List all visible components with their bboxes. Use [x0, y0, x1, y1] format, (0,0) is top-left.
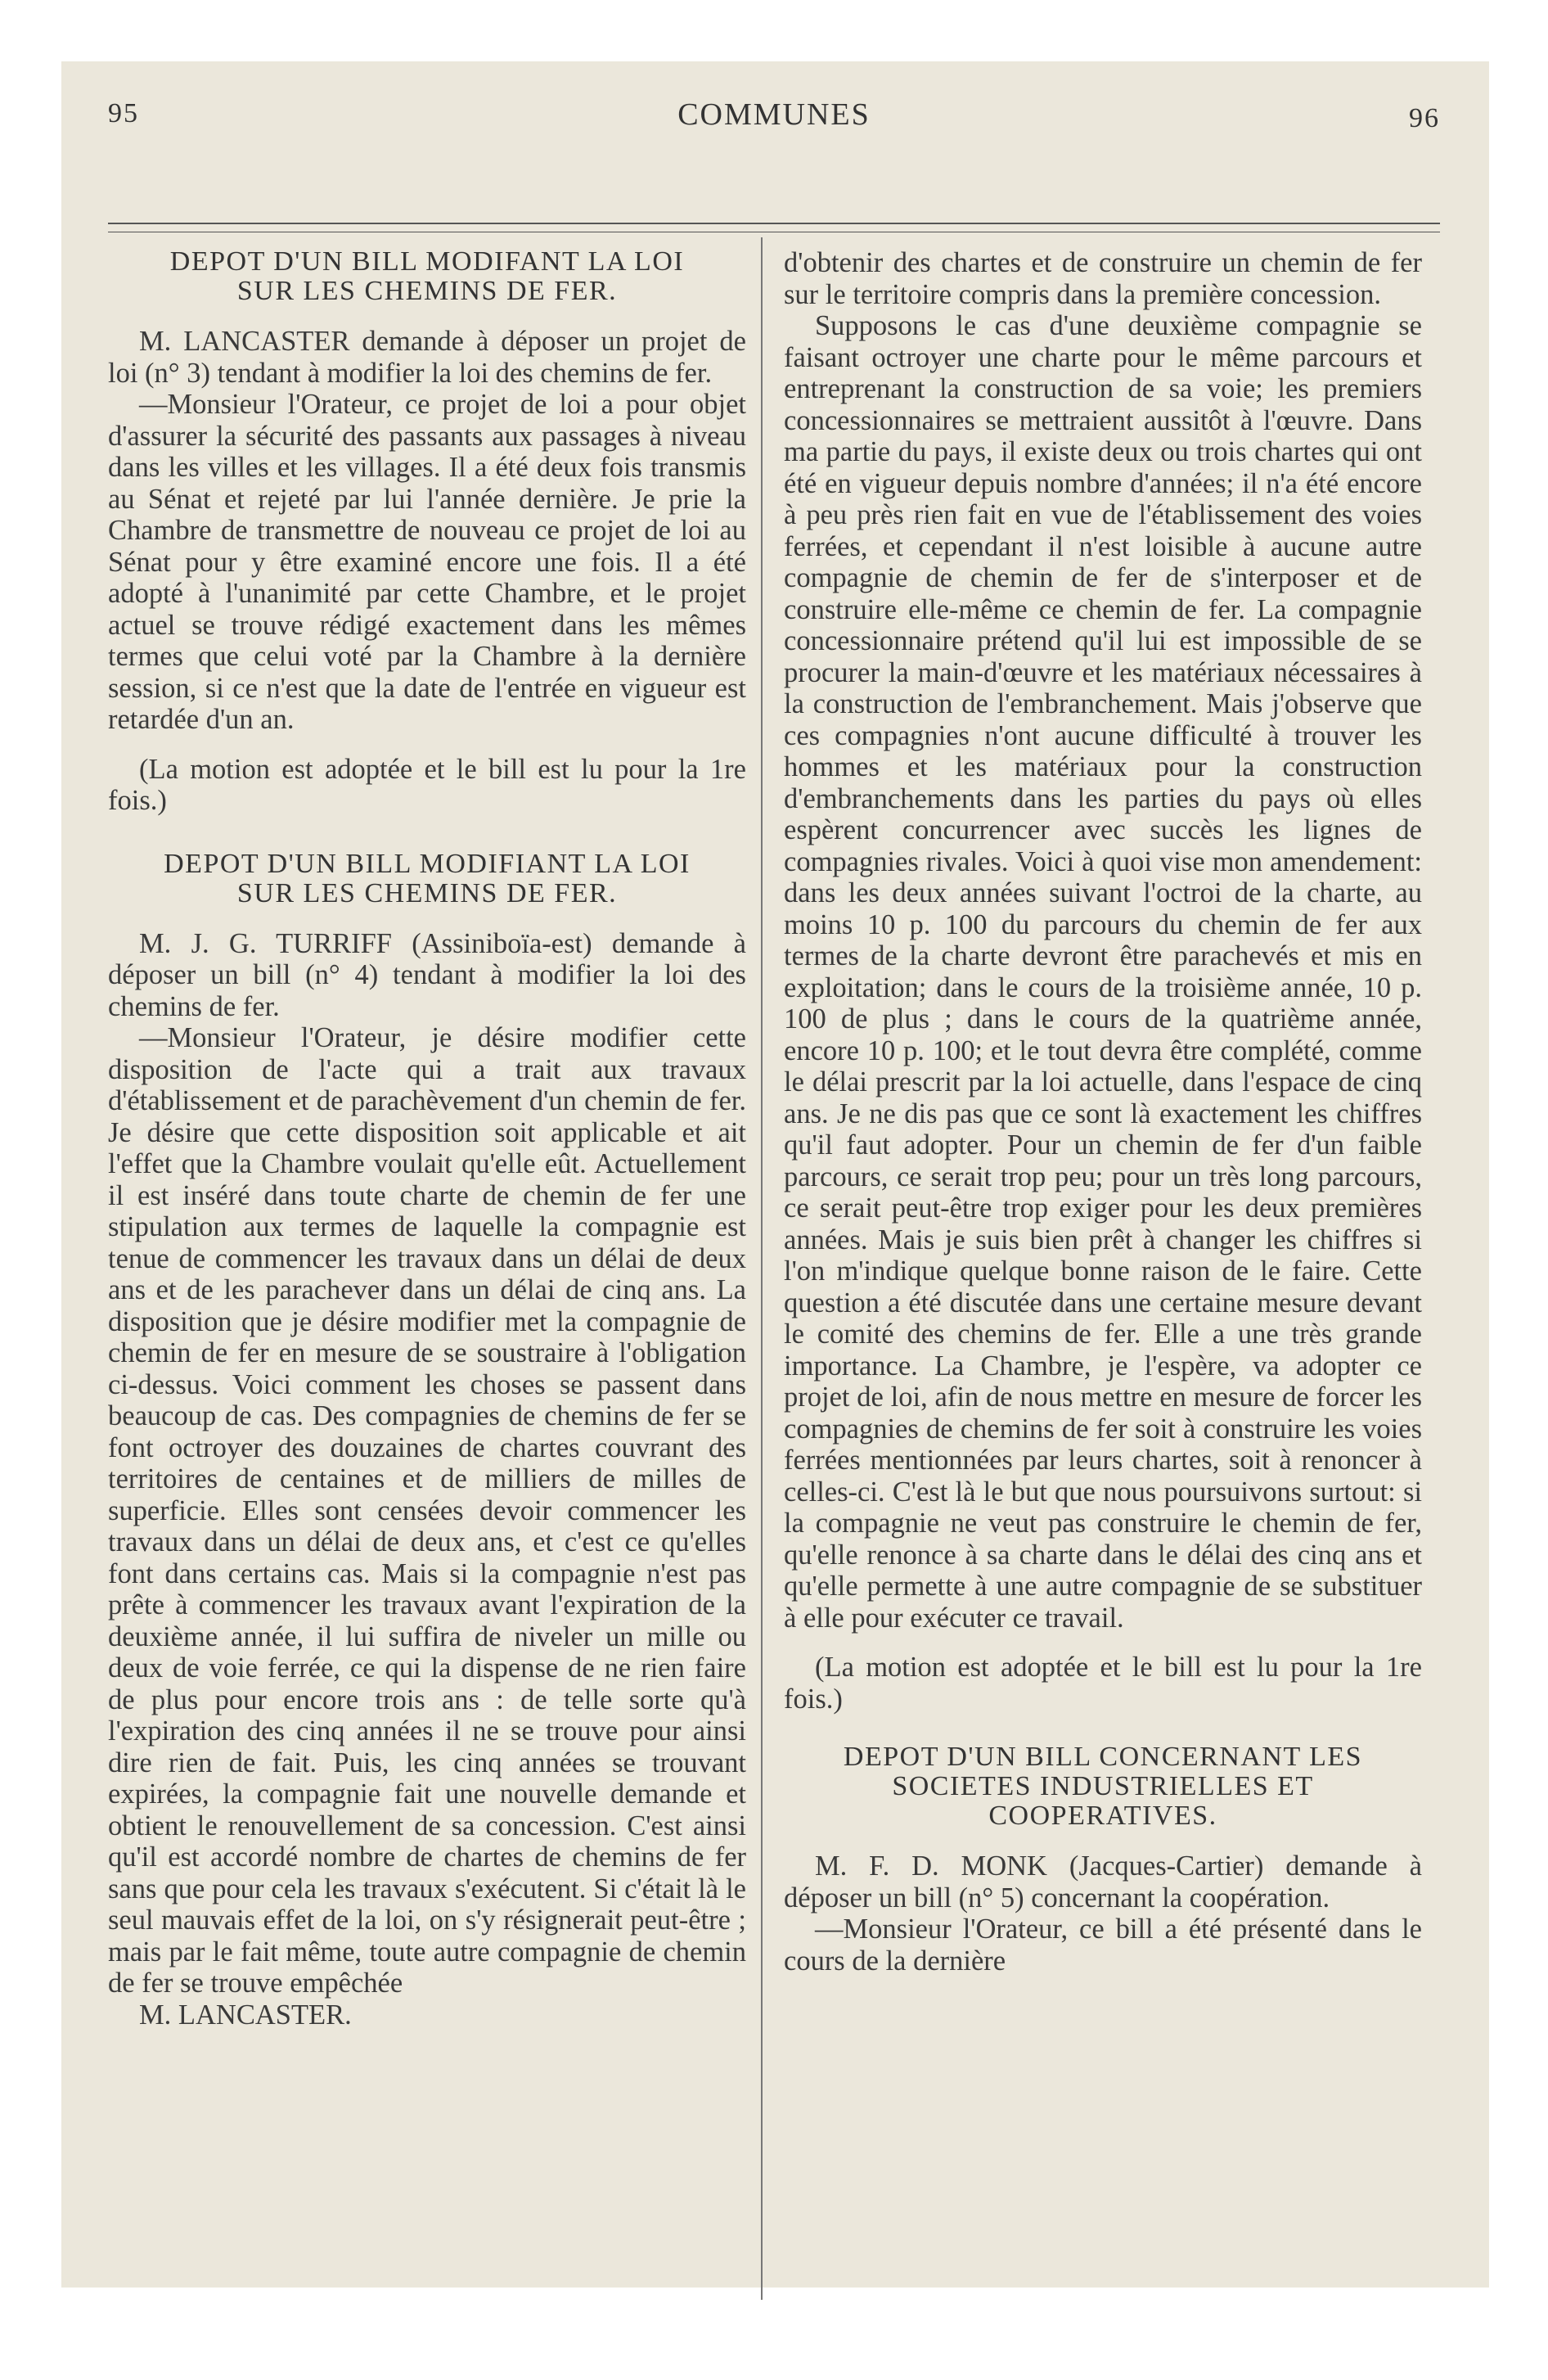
- section-heading: [784, 1742, 1422, 1831]
- paragraph: (La motion est adoptée et le bill est lu pour la 1re fois.): [784, 1652, 1422, 1715]
- column-divider: [761, 237, 763, 2300]
- paragraph: M. LANCASTER demande à déposer un projet de loi (n° 3) tendant à modifier la loi des chemins de fer.: [108, 326, 746, 389]
- paragraph: —Monsieur l'Orateur, je désire modifier cette disposition de l'acte qui a trait aux travaux d'établissement et de parachèvement d'un chemin de fer. Je désire que cette disposition soit applicable et ait l'effet que la Chambre voulait qu'elle eût. Actuellement il est inséré dans toute charte de chemin de fer une stipulation aux termes de laquelle la compagnie est tenue de commencer les travaux dans un délai de deux ans et de les parachever dans un délai de cinq ans. La disposition que je désire modifier met la compagnie de chemin de fer en mesure de se soustraire à l'obligation ci-dessus. Voici comment les choses se passent dans beaucoup de cas. Des compagnies de chemins de fer se font octroyer des douzaines de chartes couvrant des territoires de centaines et de milliers de milles de superficie. Elles sont censées devoir commencer les travaux dans un délai de deux ans, et c'est ce qu'elles font dans certains cas. Mais si la compagnie n'est pas prête à commencer les travaux avant l'expiration de la deuxième année, il lui suffira de niveler un mille ou deux de voie ferrée, ce qui la dispense de ne rien faire de plus pour encore trois ans : de telle sorte qu'à l'expiration des cinq années il ne se trouve pour ainsi dire rien de fait. Puis, les cinq années se trouvant expirées, la compagnie fait une nouvelle demande et obtient le renouvellement de sa concession. C'est ainsi qu'il est accordé nombre de chartes de chemins de fer sans que pour cela les travaux s'exécutent. Si c'était là le seul mauvais effet de la loi, on s'y résignerait peut-être ; mais par le fait même, toute autre compagnie de chemin de fer se trouve empêchée: [108, 1022, 746, 1999]
- section-heading-line: DEPOT D'UN BILL MODIFIANT LA LOI: [164, 848, 691, 879]
- paragraph: (La motion est adoptée et le bill est lu pour la 1re fois.): [108, 753, 746, 816]
- section-heading-line: SUR LES CHEMINS DE FER.: [236, 877, 618, 908]
- section-heading-line: SOCIETES INDUSTRIELLES ET: [892, 1771, 1314, 1801]
- paragraph: d'obtenir des chartes et de construire un chemin de fer sur le territoire compris dans la première concession.: [784, 247, 1422, 310]
- right-column: [784, 247, 1422, 1977]
- left-column: [108, 247, 746, 2031]
- paragraph: —Monsieur l'Orateur, ce projet de loi a pour objet d'assurer la sécurité des passants aux passages à niveau dans les villes et les villages. Il a été deux fois transmis au Sénat et rejeté par lui l'année dernière. Je prie la Chambre de transmettre de nouveau ce projet de loi au Sénat pour y être examiné encore une fois. Il a été adopté à l'unanimité par cette Chambre, et le projet actuel se trouve rédigé exactement dans les mêmes termes que celui voté par la Chambre à la dernière session, si ce n'est que la date de l'entrée en vigueur est retardée d'un an.: [108, 389, 746, 735]
- section-heading-line: SUR LES CHEMINS DE FER.: [236, 276, 618, 306]
- header-rule: [108, 223, 1440, 224]
- left-page-number: 95: [108, 98, 139, 128]
- speaker-name: M. LANCASTER.: [139, 1999, 352, 2031]
- right-page-number: 96: [1409, 103, 1440, 133]
- section-heading: [108, 850, 746, 908]
- paragraph: Supposons le cas d'une deuxième compagnie se faisant octroyer une charte pour le même parcours et entreprenant la construction de sa voie; les premiers concessionnaires se mettraient aussitôt à l'œuvre. Dans ma partie du pays, il existe deux ou trois chartes qui ont été en vigueur depuis nombre d'années; il n'a été encore à peu près rien fait en vue de l'établissement des voies ferrées, et cependant il n'est loisible à aucune autre compagnie de chemin de fer de s'interposer et de construire elle-même ce chemin de fer. La compagnie concessionnaire prétend qu'il lui est impossible de se procurer la main-d'œuvre et les matériaux nécessaires à la construction de l'embranchement. Mais j'observe que ces compagnies n'ont aucune difficulté à trouver les hommes et les matériaux pour la construction d'embranchements dans les parties du pays où elles espèrent concurrencer avec succès les lignes de compagnies rivales. Voici à quoi vise mon amendement: dans les deux années suivant l'octroi de la charte, au moins 10 p. 100 du parcours du chemin de fer aux termes de la charte devront être parachevés et mis en exploitation; dans le cours de la troisième année, 10 p. 100 de plus ; dans le cours de la quatrième année, encore 10 p. 100; et le tout devra être complété, comme le délai prescrit par la loi actuelle, dans l'espace de cinq ans. Je ne dis pas que ce sont là exactement les chiffres qu'il faut adopter. Pour un chemin de fer d'un faible parcours, ce serait trop peu; pour un très long parcours, ce serait peut-être trop exiger pour les deux premières années. Mais je suis bien prêt à changer les chiffres si l'on m'indique quelque bonne raison de le faire. Cette question a été discutée dans une certaine mesure devant le comité des chemins de fer. Elle a une très grande importance. La Chambre, je l'espère, va adopter ce projet de loi, afin de nous mettre en mesure de forcer les compagnies de chemins de fer soit à construire les voies ferrées mentionnées par leurs chartes, soit à renoncer à celles-ci. C'est là le but que nous poursuivons surtout: si la compagnie ne veut pas construire le chemin de fer, qu'elle renonce à sa charte dans le délai des cinq ans et qu'elle permette à une autre compagnie de se substituer à elle pour exécuter ce travail.: [784, 310, 1422, 1634]
- paragraph: —Monsieur l'Orateur, ce bill a été présenté dans le cours de la dernière: [784, 1913, 1422, 1977]
- paragraph: M. J. G. TURRIFF (Assiniboïa-est) demande à déposer un bill (n° 4) tendant à modifier la loi des chemins de fer.: [108, 927, 746, 1022]
- section-heading: [108, 247, 746, 306]
- section-heading-line: COOPERATIVES.: [988, 1801, 1217, 1831]
- running-head: COMMUNES: [677, 97, 871, 132]
- paragraph: M. F. D. MONK (Jacques-Cartier) demande à déposer un bill (n° 5) concernant la coopération.: [784, 1850, 1422, 1913]
- section-heading-line: DEPOT D'UN BILL CONCERNANT LES: [843, 1742, 1363, 1772]
- section-heading-line: DEPOT D'UN BILL MODIFANT LA LOI: [169, 246, 685, 277]
